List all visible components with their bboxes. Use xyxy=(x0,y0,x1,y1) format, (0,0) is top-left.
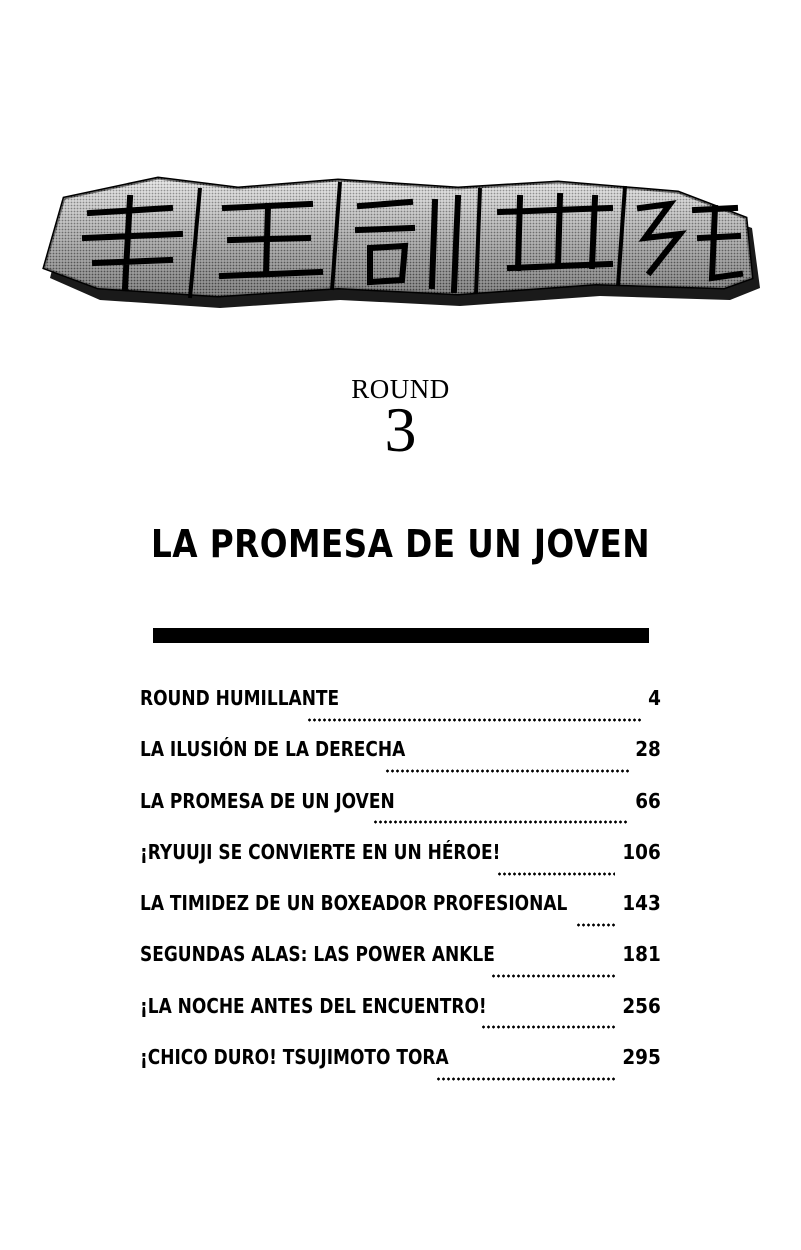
toc-leader-dots xyxy=(576,923,615,927)
toc-page-number: 106 xyxy=(622,839,661,864)
toc-row[interactable] xyxy=(140,840,661,891)
toc-row[interactable] xyxy=(140,789,661,840)
toc-page-number: 4 xyxy=(648,686,661,710)
round-number: 3 xyxy=(384,394,417,465)
toc-leader-dots xyxy=(491,974,616,978)
toc-leader-dots xyxy=(497,872,615,876)
toc-page-number: 28 xyxy=(635,737,661,762)
toc-title: ¡RYUUJI SE CONVIERTE EN UN HÉROE! xyxy=(140,839,501,864)
toc-row[interactable] xyxy=(140,686,661,737)
table-of-contents xyxy=(140,686,661,1096)
toc-row[interactable] xyxy=(140,994,661,1045)
toc-page-number: 181 xyxy=(622,942,661,967)
toc-title: SEGUNDAS ALAS: LAS POWER ANKLE xyxy=(140,942,495,967)
toc-page-number: 256 xyxy=(622,993,661,1018)
round-label: ROUND xyxy=(351,374,450,404)
series-logo xyxy=(40,168,765,318)
volume-title: LA PROMESA DE UN JOVEN xyxy=(150,522,651,566)
toc-title: ¡CHICO DURO! TSUJIMOTO TORA xyxy=(140,1045,449,1070)
toc-title: LA ILUSIÓN DE LA DERECHA xyxy=(140,737,406,762)
toc-leader-dots xyxy=(481,1025,615,1029)
toc-title: LA TIMIDEZ DE UN BOXEADOR PROFESIONAL xyxy=(140,891,568,916)
toc-row[interactable] xyxy=(140,1045,661,1096)
toc-row[interactable] xyxy=(140,942,661,993)
divider-bar xyxy=(153,628,649,643)
toc-page-number: 295 xyxy=(622,1045,661,1070)
toc-leader-dots xyxy=(436,1077,615,1081)
toc-page-number: 66 xyxy=(635,788,661,813)
toc-row[interactable] xyxy=(140,891,661,942)
toc-title: ROUND HUMILLANTE xyxy=(140,686,340,710)
toc-leader-dots xyxy=(373,820,629,824)
toc-leader-dots xyxy=(307,718,643,722)
toc-title: LA PROMESA DE UN JOVEN xyxy=(140,788,395,813)
toc-page-number: 143 xyxy=(622,891,661,916)
toc-row[interactable] xyxy=(140,737,661,788)
toc-title: ¡LA NOCHE ANTES DEL ENCUENTRO! xyxy=(140,993,487,1018)
toc-leader-dots xyxy=(385,769,629,773)
